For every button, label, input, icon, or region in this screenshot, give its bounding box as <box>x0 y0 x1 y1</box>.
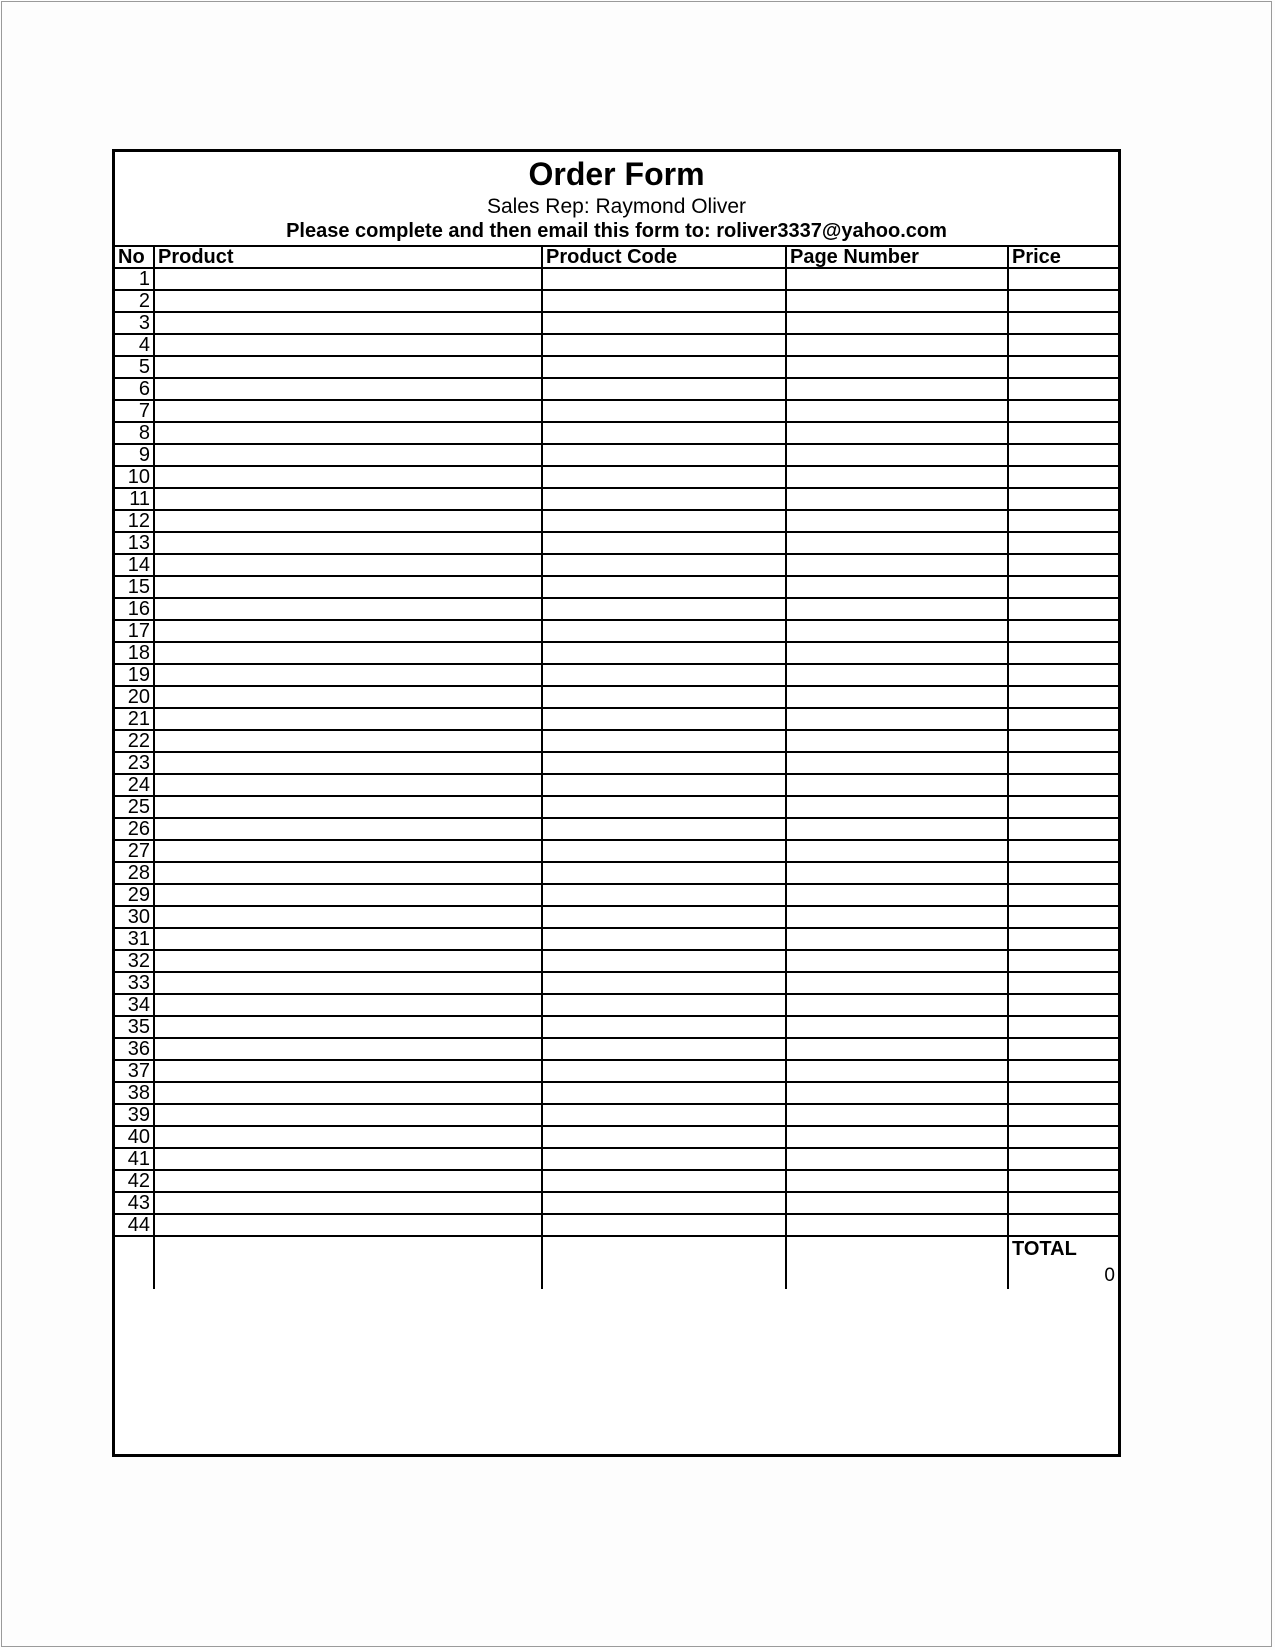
row-number-cell: 43 <box>115 1192 154 1214</box>
table-row <box>115 422 1118 444</box>
table-row <box>115 1126 1118 1148</box>
product-code-cell[interactable] <box>542 620 786 642</box>
price-cell[interactable] <box>1008 422 1118 444</box>
row-number-cell: 10 <box>115 466 154 488</box>
row-number-cell: 34 <box>115 994 154 1016</box>
page-number-cell[interactable] <box>786 950 1008 972</box>
product-cell[interactable] <box>154 620 542 642</box>
page-number-cell[interactable] <box>786 1038 1008 1060</box>
table-row <box>115 598 1118 620</box>
product-cell[interactable] <box>154 312 542 334</box>
product-code-cell[interactable] <box>542 774 786 796</box>
column-header-no: No <box>115 246 154 268</box>
product-cell[interactable] <box>154 532 542 554</box>
page-number-cell[interactable] <box>786 818 1008 840</box>
product-cell[interactable] <box>154 1016 542 1038</box>
row-number-cell: 32 <box>115 950 154 972</box>
row-number-cell: 12 <box>115 510 154 532</box>
price-cell[interactable] <box>1008 950 1118 972</box>
page-number-cell[interactable] <box>786 884 1008 906</box>
product-code-cell[interactable] <box>542 1016 786 1038</box>
table-row <box>115 290 1118 312</box>
price-cell[interactable] <box>1008 444 1118 466</box>
table-row <box>115 1192 1118 1214</box>
table-row <box>115 1148 1118 1170</box>
total-row-code-cell[interactable] <box>542 1236 786 1289</box>
product-cell[interactable] <box>154 730 542 752</box>
table-row <box>115 334 1118 356</box>
product-code-cell[interactable] <box>542 928 786 950</box>
product-code-cell[interactable] <box>542 884 786 906</box>
product-cell[interactable] <box>154 664 542 686</box>
table-row <box>115 994 1118 1016</box>
product-code-cell[interactable] <box>542 378 786 400</box>
price-cell[interactable] <box>1008 642 1118 664</box>
price-cell[interactable] <box>1008 290 1118 312</box>
page-number-cell[interactable] <box>786 642 1008 664</box>
row-number-cell: 5 <box>115 356 154 378</box>
page-number-cell[interactable] <box>786 1104 1008 1126</box>
row-number-cell: 17 <box>115 620 154 642</box>
product-code-cell[interactable] <box>542 818 786 840</box>
table-row <box>115 576 1118 598</box>
order-form <box>112 149 1121 1457</box>
product-code-cell[interactable] <box>542 334 786 356</box>
product-code-cell[interactable] <box>542 1214 786 1236</box>
table-row <box>115 906 1118 928</box>
row-number-cell: 35 <box>115 1016 154 1038</box>
product-cell[interactable] <box>154 950 542 972</box>
product-code-cell[interactable] <box>542 532 786 554</box>
row-number-cell: 4 <box>115 334 154 356</box>
product-code-cell[interactable] <box>542 840 786 862</box>
price-cell[interactable] <box>1008 1060 1118 1082</box>
table-row <box>115 378 1118 400</box>
order-rows <box>115 268 1118 1236</box>
product-code-cell[interactable] <box>542 268 786 290</box>
product-cell[interactable] <box>154 488 542 510</box>
table-row <box>115 862 1118 884</box>
row-number-cell: 23 <box>115 752 154 774</box>
product-cell[interactable] <box>154 1214 542 1236</box>
product-code-cell[interactable] <box>542 510 786 532</box>
price-cell[interactable] <box>1008 708 1118 730</box>
product-cell[interactable] <box>154 686 542 708</box>
product-cell[interactable] <box>154 906 542 928</box>
product-cell[interactable] <box>154 598 542 620</box>
table-row <box>115 686 1118 708</box>
price-cell[interactable] <box>1008 994 1118 1016</box>
page-number-cell[interactable] <box>786 1082 1008 1104</box>
product-cell[interactable] <box>154 334 542 356</box>
product-code-cell[interactable] <box>542 796 786 818</box>
table-row <box>115 1016 1118 1038</box>
product-code-cell[interactable] <box>542 466 786 488</box>
product-cell[interactable] <box>154 576 542 598</box>
price-cell[interactable] <box>1008 312 1118 334</box>
row-number-cell: 14 <box>115 554 154 576</box>
table-row <box>115 1038 1118 1060</box>
product-code-cell[interactable] <box>542 1104 786 1126</box>
product-cell[interactable] <box>154 1060 542 1082</box>
page-number-cell[interactable] <box>786 1126 1008 1148</box>
table-row <box>115 356 1118 378</box>
product-cell[interactable] <box>154 1148 542 1170</box>
product-cell[interactable] <box>154 1170 542 1192</box>
row-number-cell: 42 <box>115 1170 154 1192</box>
price-cell[interactable] <box>1008 906 1118 928</box>
product-code-cell[interactable] <box>542 972 786 994</box>
row-number-cell: 15 <box>115 576 154 598</box>
price-cell[interactable] <box>1008 928 1118 950</box>
price-cell[interactable] <box>1008 532 1118 554</box>
product-cell[interactable] <box>154 466 542 488</box>
price-cell[interactable] <box>1008 268 1118 290</box>
product-cell[interactable] <box>154 422 542 444</box>
table-row <box>115 554 1118 576</box>
row-number-cell: 37 <box>115 1060 154 1082</box>
row-number-cell: 38 <box>115 1082 154 1104</box>
row-number-cell: 41 <box>115 1148 154 1170</box>
column-header-product: Product <box>154 246 542 268</box>
product-code-cell[interactable] <box>542 444 786 466</box>
price-cell[interactable] <box>1008 686 1118 708</box>
row-number-cell: 22 <box>115 730 154 752</box>
row-number-cell: 21 <box>115 708 154 730</box>
page-number-cell[interactable] <box>786 400 1008 422</box>
price-cell[interactable] <box>1008 1082 1118 1104</box>
page-number-cell[interactable] <box>786 532 1008 554</box>
price-cell[interactable] <box>1008 334 1118 356</box>
product-code-cell[interactable] <box>542 752 786 774</box>
row-number-cell: 24 <box>115 774 154 796</box>
product-cell[interactable] <box>154 708 542 730</box>
table-row <box>115 774 1118 796</box>
product-cell[interactable] <box>154 444 542 466</box>
product-cell[interactable] <box>154 400 542 422</box>
page-number-cell[interactable] <box>786 554 1008 576</box>
page-number-cell[interactable] <box>786 620 1008 642</box>
price-cell[interactable] <box>1008 1038 1118 1060</box>
page-number-cell[interactable] <box>786 752 1008 774</box>
product-code-cell[interactable] <box>542 290 786 312</box>
page-number-cell[interactable] <box>786 686 1008 708</box>
row-number-cell: 18 <box>115 642 154 664</box>
price-cell[interactable] <box>1008 400 1118 422</box>
row-number-cell: 27 <box>115 840 154 862</box>
row-number-cell: 11 <box>115 488 154 510</box>
table-row <box>115 796 1118 818</box>
page-number-cell[interactable] <box>786 862 1008 884</box>
total-cell <box>1008 1236 1118 1289</box>
table-row <box>115 752 1118 774</box>
total-row-page-cell[interactable] <box>786 1236 1008 1289</box>
product-code-cell[interactable] <box>542 576 786 598</box>
table-row <box>115 466 1118 488</box>
page-number-cell[interactable] <box>786 730 1008 752</box>
product-cell[interactable] <box>154 862 542 884</box>
table-row <box>115 620 1118 642</box>
total-row-product-cell[interactable] <box>154 1236 542 1289</box>
price-cell[interactable] <box>1008 466 1118 488</box>
product-code-cell[interactable] <box>542 642 786 664</box>
product-cell[interactable] <box>154 1126 542 1148</box>
price-cell[interactable] <box>1008 1104 1118 1126</box>
form-title: Order Form <box>528 156 705 192</box>
product-code-cell[interactable] <box>542 862 786 884</box>
table-row <box>115 400 1118 422</box>
row-number-cell: 33 <box>115 972 154 994</box>
form-instructions: Please complete and then email this form to: roliver3337@yahoo.com <box>286 220 947 242</box>
row-number-cell: 19 <box>115 664 154 686</box>
total-label: TOTAL <box>1012 1238 1077 1260</box>
page-number-cell[interactable] <box>786 1148 1008 1170</box>
total-row <box>115 1236 1118 1289</box>
product-cell[interactable] <box>154 752 542 774</box>
order-table <box>115 245 1118 1289</box>
product-code-cell[interactable] <box>542 1170 786 1192</box>
price-cell[interactable] <box>1008 1126 1118 1148</box>
table-row <box>115 1170 1118 1192</box>
product-code-cell[interactable] <box>542 664 786 686</box>
product-cell[interactable] <box>154 972 542 994</box>
page-number-cell[interactable] <box>786 598 1008 620</box>
row-number-cell: 7 <box>115 400 154 422</box>
row-number-cell: 28 <box>115 862 154 884</box>
page-number-cell[interactable] <box>786 488 1008 510</box>
page-number-cell[interactable] <box>786 796 1008 818</box>
product-cell[interactable] <box>154 356 542 378</box>
total-value: 0 <box>1104 1265 1115 1286</box>
page-number-cell[interactable] <box>786 422 1008 444</box>
form-subtitle: Sales Rep: Raymond Oliver <box>486 195 747 218</box>
product-code-cell[interactable] <box>542 356 786 378</box>
price-cell[interactable] <box>1008 378 1118 400</box>
product-code-cell[interactable] <box>542 400 786 422</box>
column-header-page-number: Page Number <box>786 246 1008 268</box>
price-cell[interactable] <box>1008 488 1118 510</box>
column-header-product-code: Product Code <box>542 246 786 268</box>
row-number-cell: 13 <box>115 532 154 554</box>
table-row <box>115 1214 1118 1236</box>
row-number-cell: 20 <box>115 686 154 708</box>
row-number-cell: 1 <box>115 268 154 290</box>
product-code-cell[interactable] <box>542 1148 786 1170</box>
page-number-cell[interactable] <box>786 576 1008 598</box>
product-cell[interactable] <box>154 840 542 862</box>
price-cell[interactable] <box>1008 774 1118 796</box>
product-cell[interactable] <box>154 290 542 312</box>
table-row <box>115 444 1118 466</box>
product-cell[interactable] <box>154 510 542 532</box>
price-cell[interactable] <box>1008 1170 1118 1192</box>
product-code-cell[interactable] <box>542 708 786 730</box>
table-row <box>115 730 1118 752</box>
row-number-cell: 26 <box>115 818 154 840</box>
table-header-row <box>115 246 1118 268</box>
page-number-cell[interactable] <box>786 466 1008 488</box>
page-number-cell[interactable] <box>786 356 1008 378</box>
price-cell[interactable] <box>1008 840 1118 862</box>
page-number-cell[interactable] <box>786 1170 1008 1192</box>
page-number-cell[interactable] <box>786 994 1008 1016</box>
product-code-cell[interactable] <box>542 598 786 620</box>
product-code-cell[interactable] <box>542 1060 786 1082</box>
product-code-cell[interactable] <box>542 1126 786 1148</box>
page-number-cell[interactable] <box>786 906 1008 928</box>
form-header <box>115 152 1118 245</box>
price-cell[interactable] <box>1008 1016 1118 1038</box>
product-cell[interactable] <box>154 1192 542 1214</box>
product-code-cell[interactable] <box>542 422 786 444</box>
row-number-cell: 31 <box>115 928 154 950</box>
product-cell[interactable] <box>154 928 542 950</box>
row-number-cell: 30 <box>115 906 154 928</box>
product-cell[interactable] <box>154 268 542 290</box>
table-row <box>115 818 1118 840</box>
row-number-cell: 29 <box>115 884 154 906</box>
product-code-cell[interactable] <box>542 686 786 708</box>
table-row <box>115 510 1118 532</box>
product-code-cell[interactable] <box>542 1082 786 1104</box>
row-number-cell: 9 <box>115 444 154 466</box>
table-row <box>115 488 1118 510</box>
page-number-cell[interactable] <box>786 1214 1008 1236</box>
price-cell[interactable] <box>1008 1148 1118 1170</box>
table-row <box>115 532 1118 554</box>
price-cell[interactable] <box>1008 664 1118 686</box>
page-number-cell[interactable] <box>786 312 1008 334</box>
product-cell[interactable] <box>154 554 542 576</box>
row-number-cell: 25 <box>115 796 154 818</box>
product-cell[interactable] <box>154 884 542 906</box>
product-cell[interactable] <box>154 818 542 840</box>
product-cell[interactable] <box>154 796 542 818</box>
product-cell[interactable] <box>154 774 542 796</box>
table-row <box>115 312 1118 334</box>
product-cell[interactable] <box>154 378 542 400</box>
column-header-price: Price <box>1008 246 1118 268</box>
row-number-cell: 40 <box>115 1126 154 1148</box>
price-cell[interactable] <box>1008 356 1118 378</box>
table-row <box>115 884 1118 906</box>
product-code-cell[interactable] <box>542 1038 786 1060</box>
product-code-cell[interactable] <box>542 488 786 510</box>
price-cell[interactable] <box>1008 818 1118 840</box>
price-cell[interactable] <box>1008 554 1118 576</box>
row-number-cell: 8 <box>115 422 154 444</box>
row-number-cell: 39 <box>115 1104 154 1126</box>
table-row <box>115 1082 1118 1104</box>
table-row <box>115 950 1118 972</box>
price-cell[interactable] <box>1008 1214 1118 1236</box>
price-cell[interactable] <box>1008 972 1118 994</box>
page-number-cell[interactable] <box>786 840 1008 862</box>
page-number-cell[interactable] <box>786 1016 1008 1038</box>
product-cell[interactable] <box>154 642 542 664</box>
page-number-cell[interactable] <box>786 444 1008 466</box>
product-cell[interactable] <box>154 1082 542 1104</box>
price-cell[interactable] <box>1008 862 1118 884</box>
page-number-cell[interactable] <box>786 290 1008 312</box>
table-row <box>115 708 1118 730</box>
row-number-cell: 36 <box>115 1038 154 1060</box>
product-code-cell[interactable] <box>542 312 786 334</box>
total-row-no-cell <box>115 1236 154 1289</box>
table-row <box>115 928 1118 950</box>
product-code-cell[interactable] <box>542 994 786 1016</box>
price-cell[interactable] <box>1008 598 1118 620</box>
row-number-cell: 44 <box>115 1214 154 1236</box>
table-row <box>115 642 1118 664</box>
price-cell[interactable] <box>1008 884 1118 906</box>
page-number-cell[interactable] <box>786 928 1008 950</box>
price-cell[interactable] <box>1008 752 1118 774</box>
price-cell[interactable] <box>1008 730 1118 752</box>
product-cell[interactable] <box>154 1038 542 1060</box>
page-number-cell[interactable] <box>786 664 1008 686</box>
table-row <box>115 1060 1118 1082</box>
page-number-cell[interactable] <box>786 334 1008 356</box>
table-row <box>115 664 1118 686</box>
product-cell[interactable] <box>154 1104 542 1126</box>
product-code-cell[interactable] <box>542 554 786 576</box>
page-number-cell[interactable] <box>786 708 1008 730</box>
table-row <box>115 268 1118 290</box>
page-number-cell[interactable] <box>786 378 1008 400</box>
row-number-cell: 3 <box>115 312 154 334</box>
table-row <box>115 1104 1118 1126</box>
table-row <box>115 972 1118 994</box>
row-number-cell: 6 <box>115 378 154 400</box>
product-code-cell[interactable] <box>542 730 786 752</box>
row-number-cell: 16 <box>115 598 154 620</box>
product-code-cell[interactable] <box>542 1192 786 1214</box>
page-number-cell[interactable] <box>786 774 1008 796</box>
product-code-cell[interactable] <box>542 950 786 972</box>
page-number-cell[interactable] <box>786 1060 1008 1082</box>
price-cell[interactable] <box>1008 796 1118 818</box>
price-cell[interactable] <box>1008 1192 1118 1214</box>
page-number-cell[interactable] <box>786 972 1008 994</box>
page-number-cell[interactable] <box>786 1192 1008 1214</box>
price-cell[interactable] <box>1008 620 1118 642</box>
row-number-cell: 2 <box>115 290 154 312</box>
table-row <box>115 840 1118 862</box>
price-cell[interactable] <box>1008 576 1118 598</box>
page-number-cell[interactable] <box>786 510 1008 532</box>
product-cell[interactable] <box>154 994 542 1016</box>
product-code-cell[interactable] <box>542 906 786 928</box>
page-number-cell[interactable] <box>786 268 1008 290</box>
price-cell[interactable] <box>1008 510 1118 532</box>
